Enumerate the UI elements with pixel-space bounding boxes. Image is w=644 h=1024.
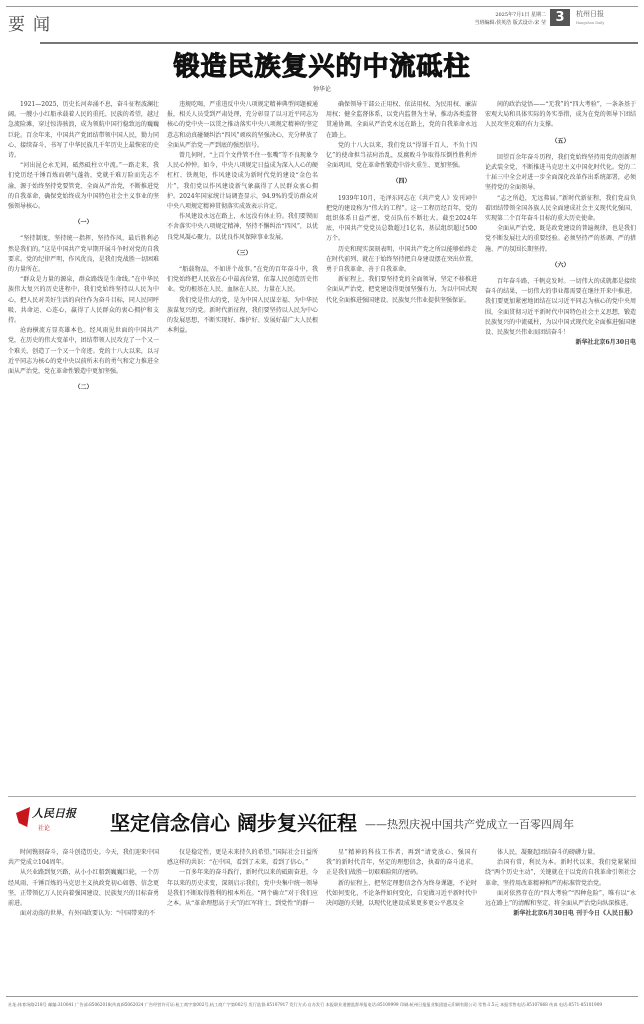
paragraph: 曾几何时，“上百个文件管不住一张嘴”等不良现象令人民心忡忡。如今，中央八项规定日益成为深入人心的硬杠杠、铁规矩，作风建设成为新时代党的建设“金色名片”，我们党以作风建设新气象赢得了人民群众衷心拥护。2024年国家统计局调查显示，94.9%的受访群众对中央八项规定精神贯彻落实成效表示肯定。 (167, 152, 318, 211)
paragraph: 1921—2025，历史长河奔涌不息，奋斗征程波澜壮阔。一艘小小红船承载着人民的重托、民族的希望，越过急流险滩，穿过惊涛骇浪，成为领航中国行稳致远的巍巍巨轮。百余年来，中国共产党团结带领中国人民，勠力同心、接续奋斗，书写了中华民族几千年历史上最恢宏的史诗。 (8, 101, 159, 160)
logo-subtext: 社论 (38, 825, 51, 832)
paragraph: 星”精神的科技工作者，再到“请党放心、强国有我”的新时代青年，坚定的理想信念，执着的奋斗追求，正是我们战胜一切艰难险阻的密码。 (326, 849, 477, 877)
article-author: 钟华论 (312, 86, 331, 93)
paragraph: 新征程上，我们要坚持党的全面领导，坚定不移推进全面从严治党，把党建设得更加坚强有力，为以中国式现代化全面推进强国建设、民族复兴伟业提供坚强保证。 (326, 276, 477, 304)
paragraph: 时间镌刻奋斗，奋斗创造历史。今天，我们迎来中国共产党成立104周年。 (8, 849, 159, 867)
text-column (8, 848, 159, 988)
paragraph: 回望百余年奋斗历程，我们党始终坚持用党的创新理论武装全党，不断推进马克思主义中国化时代化。党的二十届三中全会对进一步全面深化改革作出系统部署，必须坚持党的全面领导。 (485, 153, 636, 192)
editorial-subtitle: ——热烈庆祝中国共产党成立一百零四周年 (364, 818, 574, 831)
dateline: 新华社北京6月30日电 (575, 339, 636, 347)
editorial-title: 坚定信念信心 阔步复兴征程 (110, 810, 357, 835)
paragraph: 治国有常，利民为本。新时代以来，我们党紧紧围绕“两个历史主动”，关键就在于以党的自我革命引领社会革命，坚持用改革精神和严的标准管党治党。 (485, 859, 636, 887)
section-marker: （一） (74, 219, 93, 227)
paper-logo (576, 10, 604, 28)
top-rule (6, 6, 638, 7)
text-column (485, 848, 636, 988)
dateline: 新华社北京6月30日电 刊于今日《人民日报》 (513, 910, 636, 918)
footer-rule (6, 996, 638, 997)
page-number: 3 (550, 9, 570, 26)
peoples-daily-logo (16, 805, 102, 837)
text-column (326, 848, 477, 988)
paragraph: 间的政治觉悟——“无我”的“四大考验”，一条条基于宏观大局和具体实际的务实举措，成为在党的领导下团结人民攻坚克难的有力支撑。 (485, 101, 636, 129)
paragraph: “群众是力量的源泉，群众路线是生命线。”在中华民族伟大复兴的历史进程中，我们党始终坚持以人民为中心，把人民对美好生活的向往作为奋斗目标，同人民同呼吸、共命运、心连心，赢得了人民群众的衷心拥护和支持。 (8, 276, 159, 325)
editors: 当班编辑:侯英浩 版式设计:宋 莹 (474, 20, 546, 26)
text-column (326, 100, 477, 790)
paragraph: 一百多年来的奋斗践行，新时代以来的砥砺奋进，今年以来的历史求变，深刻启示我们，党中央集中统一领导是我们不断取得胜利的根本所在。“两个确立”对于我们应之本。从“革命理想高于天”的红军将士，到党性“的群一 (167, 869, 318, 908)
paragraph: 我们党是伟大的党，是为中国人民谋幸福、为中华民族谋复兴的党。新时代新征程，我们要坚持以人民为中心的发展思想，不断实现好、维护好、发展好最广大人民根本利益。 (167, 296, 318, 335)
text-column (167, 848, 318, 988)
logo-text: 人民日报 (32, 807, 76, 820)
paragraph: 从兴业路到复兴路，从小小红船到巍巍巨轮，一个历经风雨、千锤百炼的马克思主义执政党初心如磐、信念更坚，正带领亿万人民向着强国建设、民族复兴的目标奋勇前进。 (8, 869, 159, 908)
paper-name: 杭州日报 (576, 10, 604, 18)
article-divider (8, 796, 636, 797)
header-rule (40, 42, 638, 44)
article-title: 锻造民族复兴的中流砥柱 (173, 52, 471, 82)
paragraph: 体人民，凝聚起团结奋斗的磅礴力量。 (497, 849, 600, 856)
editorial-body (8, 848, 636, 988)
section-marker: （五） (551, 137, 570, 145)
paragraph: 党的十八大以来，我们党以“得罪千百人、不负十四亿”的使命担当祛疴治乱，反腐败斗争取得压倒性胜利并全面巩固，党在革命性锻造中浴火重生、更加坚强。 (326, 141, 477, 170)
text-column (8, 100, 159, 790)
paragraph: 全面从严治党，既是政党建设的普遍规律，也是我们党不断发展壮大的重要经验。必须坚持严的基调、严的措施、严的氛围长期坚持。 (485, 225, 636, 253)
section-marker: （六） (551, 261, 570, 269)
paragraph: 1939年10月，毛泽东同志在《共产党人》发刊词中把党的建设称为“伟大的工程”。这一工程历经百年，党的组织体系日益严密，党员队伍不断壮大。截至2024年底，中国共产党党员总数超过1亿名，基层组织超过500万个。 (326, 194, 477, 243)
paragraph: 百年奋斗路，千帆竞发时。一切伟大的成就都是接续奋斗的结果，一切伟大的事业都需要在继往开来中推进。我们要更加紧密地团结在以习近平同志为核心的党中央周围，全面贯彻习近平新时代中国特色社会主义思想，锻造民族复兴的中流砥柱，为以中国式现代化全面推进强国建设、民族复兴伟业而团结奋斗！ (485, 278, 636, 337)
paragraph: 作风建设永远在路上，永远没有休止符。我们要锲而不舍落实中央八项规定精神，坚持不懈纠治“四风”，以优良党风凝心聚力，以优良作风保障事业发展。 (167, 213, 318, 241)
paragraph: 面对动荡的世界，有外国政要认为：“中国带来的不 (20, 910, 156, 918)
text-column (167, 100, 318, 790)
issue-date: 2025年7月1日 星期二 (495, 12, 546, 18)
paragraph: “河出昆仑永无间，砥然砥柱立中流。”一路走来，我们党历经千锤百炼而朝气蓬勃，党就千难万险而先志不渝，源于始终坚持党要管党、全面从严治党，不断推进党的自我革命，确保党始终成为中国特色社会主义事业的坚强领导核心。 (8, 162, 159, 211)
paragraph: 新的征程上，把坚定理想信念作为终身课题，不论时代如何变化，不论条件如何变化，自觉做习近平新时代中决问题的关键，以现代化建设成果更多更公平惠及全 (326, 879, 477, 908)
paragraph: “坚持制度，坚持统一指挥，坚持作风，最后胜利必然是我们的。”这是中国共产党早期开展斗争时对党的自我要求。党的纪律严明，作风优良，是我们党战胜一切困难的力量所在。 (8, 235, 159, 274)
section-marker: （二） (74, 384, 93, 392)
paragraph: “志之所趋，无远弗届。”新时代新征程，我们党肩负着团结带领全国各族人民全面建成社会主义现代化强国、实现第二个百年奋斗目标的重大历史使命。 (485, 194, 636, 223)
paragraph: “船载物品，不如讲个故事。”在党的百年奋斗中，我们党始终把人民放在心中最高位置，依靠人民创造历史伟业。党的根基在人民、血脉在人民、力量在人民。 (167, 266, 318, 294)
paragraph: 面对依然存在的“四大考验”“四种危险”，唯有以“永远在路上”的清醒和坚定，将全面从严治党向纵深推进。 (485, 889, 636, 908)
footer-info: 社址:体育场路218号 邮编:310041 广告部:85062018(传真)85062024 广告经营许可证:杭工商字第002号,杭工商广字第002号 发行监督:85107917 发行方式:自办发行 本报职业道德监督举报电话:85109999 印刷:杭州日报报业集团盛元印刷有限公司 零售:1.5元 本报零售电话:85107868 传真 电话:0571-85101909 (8, 1002, 603, 1007)
text-column (485, 100, 636, 790)
editorial-header (16, 803, 636, 839)
paper-name-en: Hangzhou Daily (576, 21, 605, 25)
paragraph: 仅是稳定性，更是未来持久的希望。”国际社会日益所感这样的共识：“在中国，看到了未来，看到了信心。” (167, 849, 318, 867)
section-marker: （四） (392, 178, 411, 186)
section-title: 要闻 (8, 15, 58, 35)
article-body (8, 100, 636, 790)
issue-meta (474, 11, 546, 27)
section-marker: （三） (233, 249, 252, 257)
paragraph: 确保领导干部公正用权、依法用权、为民用权、廉洁用权；健全监督体系，以党内监督为主导，推动各类监督贯通协调。全面从严治党永远在路上，党的自我革命永远在路上。 (326, 101, 477, 139)
flag-icon (16, 807, 30, 827)
paragraph: 历史和现实深刻表明，中国共产党之所以能够始终走在时代前列，就在于始终坚持把自身建设摆在突出位置，勇于自我革命、善于自我革命。 (326, 245, 477, 274)
paragraph: 违规吃喝，严重违反中央八项规定精神典型问题被通报，相关人员受到严肃处理，充分彰显了以习近平同志为核心的党中央一以贯之推动落实中央八项规定精神的坚定意志和动真碰硬纠治“四风”顽疾的坚强决心，充分释放了全面从严治党一严到底的强烈信号。 (167, 101, 318, 149)
paragraph: 沧海横流方显英雄本色。经风雨见世面的中国共产党，在历史的伟大变革中，团结带领人民攻克了一个又一个难关，创造了一个又一个奇迹。党的十八大以来，以习近平同志为核心的党中央以前所未有的勇气和定力推进全面从严治党，党在革命性锻造中更加坚强。 (8, 327, 159, 376)
